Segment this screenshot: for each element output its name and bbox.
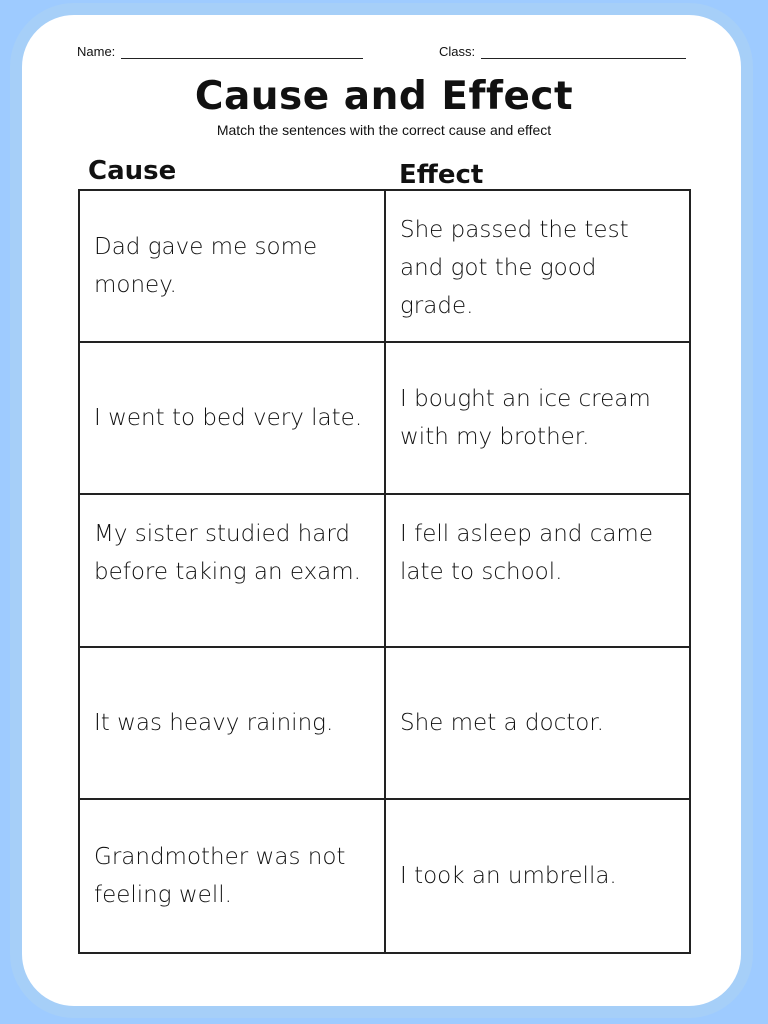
cause-cell: It was heavy raining. [80, 648, 386, 800]
cause-effect-table [78, 189, 691, 954]
cause-cell: I went to bed very late. [80, 343, 386, 495]
class-field[interactable] [439, 44, 686, 59]
class-line[interactable] [481, 44, 686, 59]
name-label: Name: [77, 44, 116, 59]
cause-cell: Dad gave me some money. [80, 191, 386, 343]
cause-column-header: Cause [88, 156, 177, 186]
effect-cell: I bought an ice cream with my brother. [386, 343, 691, 495]
effect-cell: She passed the test and got the good grade. [386, 191, 691, 343]
name-line[interactable] [121, 44, 363, 59]
page-subtitle: Match the sentences with the correct cause and effect [216, 122, 552, 138]
class-label: Class: [439, 44, 476, 59]
effect-cell: I fell asleep and came late to school. [386, 495, 691, 647]
name-field[interactable] [77, 44, 363, 59]
effect-cell: She met a doctor. [386, 648, 691, 800]
effect-cell: I took an umbrella. [400, 862, 617, 889]
cause-cell: Grandmother was not feeling well. [80, 800, 386, 952]
effect-column-header: Effect [399, 160, 484, 190]
page-title: Cause and Effect [194, 74, 574, 119]
cause-cell: My sister studied hard before taking an exam. [80, 495, 386, 647]
